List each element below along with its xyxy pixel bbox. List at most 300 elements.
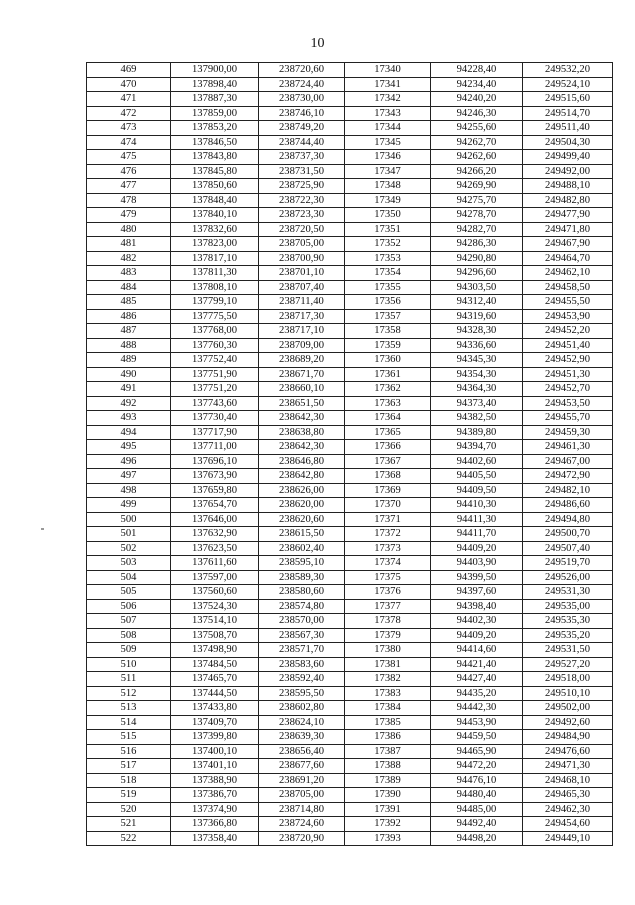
x-coordinate-left-cell: 137399,80 — [171, 730, 259, 745]
x-coordinate-right-cell: 94397,60 — [431, 585, 523, 600]
point-number-right-cell: 17371 — [345, 512, 431, 527]
x-coordinate-right-cell: 94410,30 — [431, 498, 523, 513]
point-number-left-cell: 504 — [87, 570, 171, 585]
point-number-right-cell: 17377 — [345, 599, 431, 614]
point-number-left-cell: 481 — [87, 237, 171, 252]
point-number-left-cell: 485 — [87, 295, 171, 310]
table-row — [87, 135, 613, 150]
x-coordinate-right-cell: 94328,30 — [431, 324, 523, 339]
y-coordinate-left-cell: 238646,80 — [259, 454, 345, 469]
y-coordinate-left-cell: 238749,20 — [259, 121, 345, 136]
point-number-right-cell: 17343 — [345, 106, 431, 121]
x-coordinate-left-cell: 137374,90 — [171, 802, 259, 817]
point-number-left-cell: 477 — [87, 179, 171, 194]
y-coordinate-right-cell: 249459,30 — [523, 425, 613, 440]
y-coordinate-right-cell: 249458,50 — [523, 280, 613, 295]
y-coordinate-left-cell: 238642,30 — [259, 440, 345, 455]
y-coordinate-right-cell: 249472,90 — [523, 469, 613, 484]
y-coordinate-right-cell: 249471,80 — [523, 222, 613, 237]
point-number-left-cell: 471 — [87, 92, 171, 107]
table-row — [87, 324, 613, 339]
x-coordinate-left-cell: 137823,00 — [171, 237, 259, 252]
point-number-left-cell: 505 — [87, 585, 171, 600]
y-coordinate-left-cell: 238589,30 — [259, 570, 345, 585]
point-number-right-cell: 17391 — [345, 802, 431, 817]
y-coordinate-left-cell: 238737,30 — [259, 150, 345, 165]
x-coordinate-left-cell: 137611,60 — [171, 556, 259, 571]
point-number-left-cell: 482 — [87, 251, 171, 266]
y-coordinate-right-cell: 249477,90 — [523, 208, 613, 223]
x-coordinate-right-cell: 94492,40 — [431, 817, 523, 832]
point-number-right-cell: 17350 — [345, 208, 431, 223]
table-row — [87, 425, 613, 440]
table-row — [87, 411, 613, 426]
y-coordinate-left-cell: 238574,80 — [259, 599, 345, 614]
point-number-left-cell: 472 — [87, 106, 171, 121]
point-number-left-cell: 495 — [87, 440, 171, 455]
y-coordinate-left-cell: 238642,30 — [259, 411, 345, 426]
x-coordinate-right-cell: 94336,60 — [431, 338, 523, 353]
table-row — [87, 672, 613, 687]
point-number-right-cell: 17373 — [345, 541, 431, 556]
point-number-right-cell: 17376 — [345, 585, 431, 600]
table-row — [87, 802, 613, 817]
table-row — [87, 585, 613, 600]
x-coordinate-left-cell: 137484,50 — [171, 657, 259, 672]
y-coordinate-right-cell: 249492,00 — [523, 164, 613, 179]
y-coordinate-left-cell: 238567,30 — [259, 628, 345, 643]
table-row — [87, 309, 613, 324]
x-coordinate-left-cell: 137853,20 — [171, 121, 259, 136]
x-coordinate-left-cell: 137673,90 — [171, 469, 259, 484]
point-number-right-cell: 17356 — [345, 295, 431, 310]
point-number-left-cell: 486 — [87, 309, 171, 324]
y-coordinate-left-cell: 238700,90 — [259, 251, 345, 266]
table-row — [87, 382, 613, 397]
x-coordinate-left-cell: 137850,60 — [171, 179, 259, 194]
y-coordinate-right-cell: 249532,20 — [523, 63, 613, 78]
y-coordinate-left-cell: 238639,30 — [259, 730, 345, 745]
x-coordinate-left-cell: 137401,10 — [171, 759, 259, 774]
y-coordinate-left-cell: 238602,40 — [259, 541, 345, 556]
point-number-left-cell: 501 — [87, 527, 171, 542]
point-number-right-cell: 17379 — [345, 628, 431, 643]
x-coordinate-left-cell: 137366,80 — [171, 817, 259, 832]
y-coordinate-left-cell: 238705,00 — [259, 788, 345, 803]
x-coordinate-left-cell: 137752,40 — [171, 353, 259, 368]
x-coordinate-left-cell: 137444,50 — [171, 686, 259, 701]
point-number-left-cell: 480 — [87, 222, 171, 237]
y-coordinate-left-cell: 238720,90 — [259, 831, 345, 846]
y-coordinate-right-cell: 249492,60 — [523, 715, 613, 730]
y-coordinate-left-cell: 238583,60 — [259, 657, 345, 672]
point-number-right-cell: 17362 — [345, 382, 431, 397]
table-row — [87, 643, 613, 658]
y-coordinate-right-cell: 249511,40 — [523, 121, 613, 136]
y-coordinate-right-cell: 249518,00 — [523, 672, 613, 687]
point-number-left-cell: 494 — [87, 425, 171, 440]
table-row — [87, 541, 613, 556]
scan-artifact — [41, 528, 44, 530]
y-coordinate-right-cell: 249504,30 — [523, 135, 613, 150]
point-number-right-cell: 17387 — [345, 744, 431, 759]
x-coordinate-left-cell: 137848,40 — [171, 193, 259, 208]
y-coordinate-right-cell: 249510,10 — [523, 686, 613, 701]
y-coordinate-right-cell: 249486,60 — [523, 498, 613, 513]
table-row — [87, 266, 613, 281]
x-coordinate-right-cell: 94453,90 — [431, 715, 523, 730]
table-row — [87, 63, 613, 78]
x-coordinate-right-cell: 94290,80 — [431, 251, 523, 266]
point-number-left-cell: 492 — [87, 396, 171, 411]
table-row — [87, 730, 613, 745]
x-coordinate-right-cell: 94403,90 — [431, 556, 523, 571]
y-coordinate-right-cell: 249531,30 — [523, 585, 613, 600]
x-coordinate-right-cell: 94435,20 — [431, 686, 523, 701]
table-row — [87, 295, 613, 310]
point-number-left-cell: 520 — [87, 802, 171, 817]
point-number-right-cell: 17359 — [345, 338, 431, 353]
y-coordinate-right-cell: 249484,90 — [523, 730, 613, 745]
point-number-right-cell: 17369 — [345, 483, 431, 498]
table-row — [87, 121, 613, 136]
table-row — [87, 92, 613, 107]
point-number-right-cell: 17346 — [345, 150, 431, 165]
x-coordinate-left-cell: 137386,70 — [171, 788, 259, 803]
x-coordinate-left-cell: 137751,90 — [171, 367, 259, 382]
table-row — [87, 831, 613, 846]
table-row — [87, 483, 613, 498]
point-number-left-cell: 516 — [87, 744, 171, 759]
x-coordinate-left-cell: 137843,80 — [171, 150, 259, 165]
x-coordinate-left-cell: 137498,90 — [171, 643, 259, 658]
x-coordinate-right-cell: 94282,70 — [431, 222, 523, 237]
point-number-left-cell: 490 — [87, 367, 171, 382]
x-coordinate-left-cell: 137524,30 — [171, 599, 259, 614]
x-coordinate-right-cell: 94485,00 — [431, 802, 523, 817]
point-number-left-cell: 487 — [87, 324, 171, 339]
point-number-left-cell: 476 — [87, 164, 171, 179]
y-coordinate-left-cell: 238701,10 — [259, 266, 345, 281]
y-coordinate-right-cell: 249452,70 — [523, 382, 613, 397]
y-coordinate-left-cell: 238677,60 — [259, 759, 345, 774]
point-number-right-cell: 17370 — [345, 498, 431, 513]
y-coordinate-left-cell: 238660,10 — [259, 382, 345, 397]
point-number-left-cell: 496 — [87, 454, 171, 469]
y-coordinate-right-cell: 249465,30 — [523, 788, 613, 803]
y-coordinate-left-cell: 238580,60 — [259, 585, 345, 600]
y-coordinate-right-cell: 249467,90 — [523, 237, 613, 252]
y-coordinate-right-cell: 249454,60 — [523, 817, 613, 832]
table-row — [87, 222, 613, 237]
x-coordinate-right-cell: 94389,80 — [431, 425, 523, 440]
x-coordinate-right-cell: 94373,40 — [431, 396, 523, 411]
point-number-right-cell: 17340 — [345, 63, 431, 78]
point-number-right-cell: 17353 — [345, 251, 431, 266]
table-row — [87, 193, 613, 208]
x-coordinate-right-cell: 94480,40 — [431, 788, 523, 803]
table-row — [87, 614, 613, 629]
y-coordinate-right-cell: 249499,40 — [523, 150, 613, 165]
point-number-right-cell: 17390 — [345, 788, 431, 803]
point-number-left-cell: 519 — [87, 788, 171, 803]
point-number-left-cell: 522 — [87, 831, 171, 846]
x-coordinate-right-cell: 94275,70 — [431, 193, 523, 208]
x-coordinate-left-cell: 137717,90 — [171, 425, 259, 440]
x-coordinate-right-cell: 94278,70 — [431, 208, 523, 223]
table-row — [87, 817, 613, 832]
table-row — [87, 251, 613, 266]
point-number-right-cell: 17378 — [345, 614, 431, 629]
y-coordinate-left-cell: 238709,00 — [259, 338, 345, 353]
table-row — [87, 150, 613, 165]
y-coordinate-left-cell: 238746,10 — [259, 106, 345, 121]
table-row — [87, 715, 613, 730]
y-coordinate-right-cell: 249526,00 — [523, 570, 613, 585]
x-coordinate-left-cell: 137743,60 — [171, 396, 259, 411]
coordinates-table-body — [87, 63, 613, 846]
point-number-left-cell: 502 — [87, 541, 171, 556]
point-number-left-cell: 503 — [87, 556, 171, 571]
x-coordinate-right-cell: 94402,30 — [431, 614, 523, 629]
point-number-right-cell: 17360 — [345, 353, 431, 368]
point-number-left-cell: 489 — [87, 353, 171, 368]
y-coordinate-right-cell: 249535,30 — [523, 614, 613, 629]
y-coordinate-right-cell: 249452,20 — [523, 324, 613, 339]
point-number-right-cell: 17358 — [345, 324, 431, 339]
x-coordinate-right-cell: 94364,30 — [431, 382, 523, 397]
point-number-right-cell: 17380 — [345, 643, 431, 658]
point-number-right-cell: 17365 — [345, 425, 431, 440]
y-coordinate-left-cell: 238595,50 — [259, 686, 345, 701]
x-coordinate-right-cell: 94409,20 — [431, 541, 523, 556]
point-number-right-cell: 17354 — [345, 266, 431, 281]
x-coordinate-right-cell: 94427,40 — [431, 672, 523, 687]
x-coordinate-left-cell: 137811,30 — [171, 266, 259, 281]
point-number-right-cell: 17372 — [345, 527, 431, 542]
table-row — [87, 164, 613, 179]
y-coordinate-right-cell: 249535,00 — [523, 599, 613, 614]
y-coordinate-right-cell: 249451,40 — [523, 338, 613, 353]
y-coordinate-right-cell: 249455,70 — [523, 411, 613, 426]
y-coordinate-right-cell: 249467,00 — [523, 454, 613, 469]
x-coordinate-right-cell: 94312,40 — [431, 295, 523, 310]
table-row — [87, 512, 613, 527]
y-coordinate-right-cell: 249451,30 — [523, 367, 613, 382]
point-number-right-cell: 17384 — [345, 701, 431, 716]
point-number-right-cell: 17368 — [345, 469, 431, 484]
x-coordinate-left-cell: 137409,70 — [171, 715, 259, 730]
x-coordinate-right-cell: 94266,20 — [431, 164, 523, 179]
x-coordinate-left-cell: 137654,70 — [171, 498, 259, 513]
point-number-right-cell: 17393 — [345, 831, 431, 846]
x-coordinate-left-cell: 137760,30 — [171, 338, 259, 353]
y-coordinate-left-cell: 238725,90 — [259, 179, 345, 194]
y-coordinate-right-cell: 249453,90 — [523, 309, 613, 324]
table-row — [87, 396, 613, 411]
point-number-right-cell: 17347 — [345, 164, 431, 179]
point-number-right-cell: 17364 — [345, 411, 431, 426]
x-coordinate-right-cell: 94240,20 — [431, 92, 523, 107]
x-coordinate-left-cell: 137832,60 — [171, 222, 259, 237]
table-row — [87, 788, 613, 803]
table-row — [87, 599, 613, 614]
point-number-left-cell: 521 — [87, 817, 171, 832]
x-coordinate-left-cell: 137597,00 — [171, 570, 259, 585]
x-coordinate-right-cell: 94442,30 — [431, 701, 523, 716]
point-number-right-cell: 17367 — [345, 454, 431, 469]
y-coordinate-left-cell: 238651,50 — [259, 396, 345, 411]
x-coordinate-right-cell: 94303,50 — [431, 280, 523, 295]
y-coordinate-left-cell: 238592,40 — [259, 672, 345, 687]
x-coordinate-left-cell: 137711,00 — [171, 440, 259, 455]
y-coordinate-left-cell: 238717,10 — [259, 324, 345, 339]
point-number-right-cell: 17361 — [345, 367, 431, 382]
table-row — [87, 280, 613, 295]
point-number-right-cell: 17389 — [345, 773, 431, 788]
table-row — [87, 179, 613, 194]
x-coordinate-left-cell: 137659,80 — [171, 483, 259, 498]
y-coordinate-right-cell: 249468,10 — [523, 773, 613, 788]
table-row — [87, 498, 613, 513]
y-coordinate-right-cell: 249524,10 — [523, 77, 613, 92]
y-coordinate-left-cell: 238707,40 — [259, 280, 345, 295]
y-coordinate-left-cell: 238691,20 — [259, 773, 345, 788]
y-coordinate-left-cell: 238724,40 — [259, 77, 345, 92]
y-coordinate-left-cell: 238720,50 — [259, 222, 345, 237]
y-coordinate-left-cell: 238730,00 — [259, 92, 345, 107]
y-coordinate-right-cell: 249531,50 — [523, 643, 613, 658]
point-number-right-cell: 17363 — [345, 396, 431, 411]
table-row — [87, 338, 613, 353]
x-coordinate-left-cell: 137560,60 — [171, 585, 259, 600]
point-number-left-cell: 498 — [87, 483, 171, 498]
y-coordinate-right-cell: 249453,50 — [523, 396, 613, 411]
x-coordinate-right-cell: 94465,90 — [431, 744, 523, 759]
x-coordinate-right-cell: 94402,60 — [431, 454, 523, 469]
table-row — [87, 454, 613, 469]
table-row — [87, 440, 613, 455]
point-number-right-cell: 17344 — [345, 121, 431, 136]
point-number-left-cell: 518 — [87, 773, 171, 788]
x-coordinate-left-cell: 137817,10 — [171, 251, 259, 266]
point-number-left-cell: 488 — [87, 338, 171, 353]
x-coordinate-right-cell: 94319,60 — [431, 309, 523, 324]
x-coordinate-right-cell: 94234,40 — [431, 77, 523, 92]
x-coordinate-right-cell: 94398,40 — [431, 599, 523, 614]
table-row — [87, 353, 613, 368]
x-coordinate-right-cell: 94414,60 — [431, 643, 523, 658]
point-number-left-cell: 500 — [87, 512, 171, 527]
x-coordinate-right-cell: 94286,30 — [431, 237, 523, 252]
x-coordinate-left-cell: 137514,10 — [171, 614, 259, 629]
y-coordinate-right-cell: 249535,20 — [523, 628, 613, 643]
point-number-right-cell: 17375 — [345, 570, 431, 585]
table-row — [87, 237, 613, 252]
point-number-right-cell: 17374 — [345, 556, 431, 571]
x-coordinate-left-cell: 137646,00 — [171, 512, 259, 527]
table-row — [87, 628, 613, 643]
x-coordinate-right-cell: 94472,20 — [431, 759, 523, 774]
y-coordinate-right-cell: 249527,20 — [523, 657, 613, 672]
x-coordinate-right-cell: 94459,50 — [431, 730, 523, 745]
y-coordinate-left-cell: 238656,40 — [259, 744, 345, 759]
x-coordinate-left-cell: 137898,40 — [171, 77, 259, 92]
y-coordinate-right-cell: 249471,30 — [523, 759, 613, 774]
point-number-left-cell: 484 — [87, 280, 171, 295]
point-number-left-cell: 512 — [87, 686, 171, 701]
y-coordinate-left-cell: 238638,80 — [259, 425, 345, 440]
x-coordinate-right-cell: 94269,90 — [431, 179, 523, 194]
point-number-left-cell: 511 — [87, 672, 171, 687]
point-number-left-cell: 499 — [87, 498, 171, 513]
y-coordinate-right-cell: 249462,10 — [523, 266, 613, 281]
x-coordinate-left-cell: 137846,50 — [171, 135, 259, 150]
y-coordinate-left-cell: 238620,60 — [259, 512, 345, 527]
point-number-left-cell: 470 — [87, 77, 171, 92]
x-coordinate-left-cell: 137696,10 — [171, 454, 259, 469]
x-coordinate-left-cell: 137768,00 — [171, 324, 259, 339]
x-coordinate-left-cell: 137840,10 — [171, 208, 259, 223]
y-coordinate-right-cell: 249515,60 — [523, 92, 613, 107]
table-row — [87, 744, 613, 759]
x-coordinate-left-cell: 137808,10 — [171, 280, 259, 295]
x-coordinate-left-cell: 137751,20 — [171, 382, 259, 397]
point-number-left-cell: 493 — [87, 411, 171, 426]
y-coordinate-left-cell: 238714,80 — [259, 802, 345, 817]
table-row — [87, 773, 613, 788]
x-coordinate-right-cell: 94421,40 — [431, 657, 523, 672]
y-coordinate-right-cell: 249500,70 — [523, 527, 613, 542]
x-coordinate-right-cell: 94345,30 — [431, 353, 523, 368]
x-coordinate-left-cell: 137859,00 — [171, 106, 259, 121]
point-number-right-cell: 17392 — [345, 817, 431, 832]
table-row — [87, 657, 613, 672]
x-coordinate-right-cell: 94382,50 — [431, 411, 523, 426]
y-coordinate-right-cell: 249464,70 — [523, 251, 613, 266]
point-number-right-cell: 17355 — [345, 280, 431, 295]
point-number-left-cell: 508 — [87, 628, 171, 643]
y-coordinate-left-cell: 238642,80 — [259, 469, 345, 484]
y-coordinate-right-cell: 249494,80 — [523, 512, 613, 527]
y-coordinate-right-cell: 249507,40 — [523, 541, 613, 556]
x-coordinate-right-cell: 94409,50 — [431, 483, 523, 498]
x-coordinate-right-cell: 94476,10 — [431, 773, 523, 788]
x-coordinate-left-cell: 137623,50 — [171, 541, 259, 556]
y-coordinate-right-cell: 249449,10 — [523, 831, 613, 846]
point-number-right-cell: 17342 — [345, 92, 431, 107]
point-number-left-cell: 506 — [87, 599, 171, 614]
x-coordinate-right-cell: 94394,70 — [431, 440, 523, 455]
x-coordinate-right-cell: 94411,70 — [431, 527, 523, 542]
y-coordinate-left-cell: 238711,40 — [259, 295, 345, 310]
y-coordinate-right-cell: 249482,80 — [523, 193, 613, 208]
y-coordinate-left-cell: 238720,60 — [259, 63, 345, 78]
table-row — [87, 469, 613, 484]
point-number-right-cell: 17382 — [345, 672, 431, 687]
x-coordinate-left-cell: 137358,40 — [171, 831, 259, 846]
y-coordinate-left-cell: 238624,10 — [259, 715, 345, 730]
y-coordinate-left-cell: 238722,30 — [259, 193, 345, 208]
point-number-left-cell: 491 — [87, 382, 171, 397]
x-coordinate-right-cell: 94262,60 — [431, 150, 523, 165]
point-number-left-cell: 510 — [87, 657, 171, 672]
x-coordinate-left-cell: 137775,50 — [171, 309, 259, 324]
y-coordinate-right-cell: 249455,50 — [523, 295, 613, 310]
x-coordinate-right-cell: 94262,70 — [431, 135, 523, 150]
y-coordinate-right-cell: 249519,70 — [523, 556, 613, 571]
x-coordinate-right-cell: 94228,40 — [431, 63, 523, 78]
